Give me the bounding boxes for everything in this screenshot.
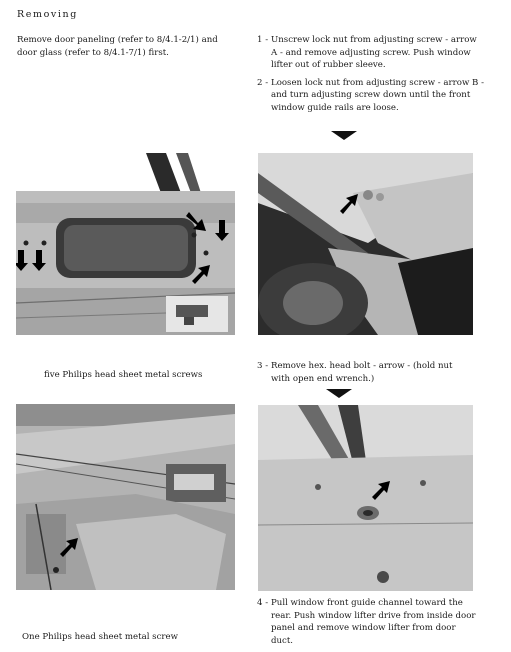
step-line: lifter out of rubber sleeve. — [271, 60, 386, 71]
step-line: rear. Push window lifter drive from inside door — [271, 610, 476, 621]
step-number: 1 - — [257, 35, 269, 45]
arrow-down-icon — [326, 389, 352, 398]
intro-line: door glass (refer to 8/4.1-7/1) first. — [17, 47, 169, 58]
caption-figure-1: five Philips head sheet metal screws — [44, 370, 203, 380]
step-4-text — [257, 597, 497, 647]
step-number: 2 - — [257, 77, 269, 88]
step-2 — [257, 77, 497, 115]
photo-lower-door-panel-screw — [16, 404, 235, 590]
step-line: A - and remove adjusting screw. Push window — [271, 47, 471, 58]
step-line: and turn adjusting screw down until the front — [271, 90, 471, 101]
step-line: with open end wrench.) — [271, 373, 375, 384]
photo-door-panel-screws — [16, 153, 235, 335]
step-line: Remove hex. head bolt - arrow - (hold nut — [271, 361, 453, 371]
step-3-text — [257, 360, 497, 385]
step-line: duct. — [271, 635, 294, 646]
step-number: 4 - — [257, 598, 269, 608]
photo-guide-channel-bolt — [258, 405, 473, 591]
arrow-down-icon — [331, 131, 357, 140]
intro-line: Remove door paneling (refer to 8/4.1-2/1) and — [17, 35, 218, 45]
step-line: panel and remove window lifter from door — [271, 623, 456, 634]
step-4 — [257, 597, 497, 647]
step-line: Pull window front guide channel toward the — [271, 598, 463, 608]
caption-figure-3: One Philips head sheet metal screw — [22, 632, 178, 642]
step-number: 3 - — [257, 361, 269, 371]
step-line: Unscrew lock nut from adjusting screw - arrow — [271, 35, 477, 45]
step-line: Loosen lock nut from adjusting screw - arrow B - — [271, 77, 484, 88]
intro-text — [17, 34, 242, 59]
step-1 — [257, 34, 497, 72]
steps-1-2 — [257, 34, 497, 115]
section-heading: Removing — [17, 9, 78, 20]
step-line: window guide rails are loose. — [271, 102, 399, 113]
photo-guide-rail-adjusting-screw — [258, 153, 473, 335]
step-3 — [257, 360, 497, 385]
